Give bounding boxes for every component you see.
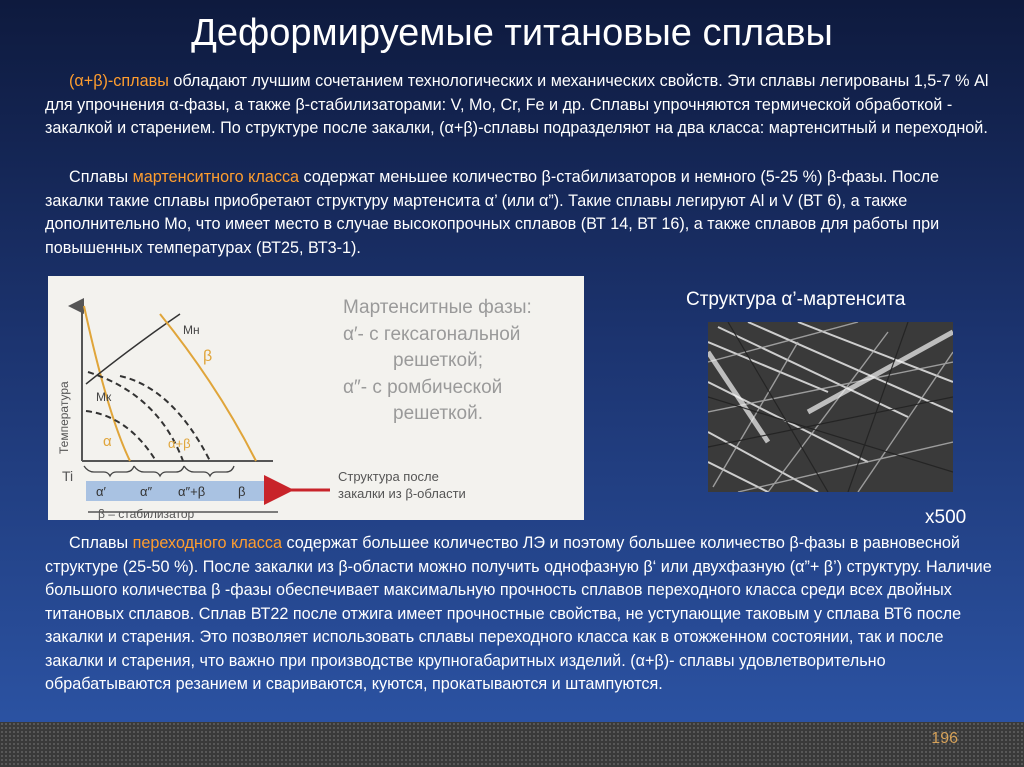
paragraph2-text: содержат меньшее количество β-стабилизаторов и немного (5-25 %) β-фазы. После закалки такие сплавы приобретают структуру мартенсита α’ (или α”). Такие сплавы легируют Al и V (ВТ 6), а также дополнительно Mo, что имеет место в случае высокопрочных сплавов (ВТ 14, ВТ 16), а также сплавов для работы при повышенных температурах (ВТ25, ВТ3-1). [45,168,940,257]
phase-label-2: α″ [140,484,153,499]
phase-label-4: β [238,484,246,499]
paragraph2-lead: Сплавы [69,168,133,186]
phase-diagram [48,276,584,520]
structure-caption: Структура α’-мартенсита [686,289,906,310]
magnification-label: x500 [925,507,967,528]
phase-diagram-svg [48,276,584,520]
phase-label-3: α″+β [178,484,206,499]
legend-line-3: α″- с ромбической [343,377,503,398]
label-alpha-beta: α+β [168,436,191,451]
highlight-alpha-beta: (α+β)-сплавы [69,72,169,90]
ms-curve-upper [120,376,210,461]
label-beta: β [203,348,213,365]
paragraph-martensitic-class [45,166,995,260]
legend-line-2: решеткой; [393,350,483,371]
legend-line-4: решеткой. [393,403,483,424]
origin-label-ti: Ti [62,468,74,484]
mn-line [86,314,180,384]
highlight-transition-class: переходного класса [132,534,282,552]
label-alpha: α [103,433,112,450]
legend-line-1: α′- с гексагональной [343,324,521,345]
highlight-martensitic-class: мартенситного класса [132,168,300,186]
paragraph3-text: содержат большее количество ЛЭ и поэтому большее количество β-фазы в равновесной структуре (25-50 %). После закалки из β-области можно получить однофазную β‘ или двухфазную (α”+ β’) структуру. Наличие большого количества β -фазы обеспечивает максимальную прочность сплавов переходного класса среди всех двойных титановых сплавов. Сплав ВТ22 после отжига имеет прочностные свойства, не уступающие таковым у сплава ВТ6 после закалки и старения. Это позволяет использовать сплавы переходного класса как в отожженном состоянии, так и после закалки и старения, что важно при производстве крупногабаритных изделий. (α+β)- сплавы удовлетворительно обрабатываются резанием и свариваются, куются, прокатываются и штампуются. [45,534,992,693]
page-number: 196 [931,730,958,747]
callout-line-2: закалки из β-области [338,486,466,501]
slide-title: Деформируемые титановые сплавы [191,12,833,54]
martensite-micrograph [708,322,953,492]
paragraph-alpha-beta-alloys [45,70,995,141]
mk-dashed-curve [86,411,156,461]
legend-title: Мартенситные фазы: [343,297,532,318]
paragraph-transition-class [45,532,995,697]
callout-line-1: Структура после [338,469,439,484]
y-axis-label: Температура [57,381,71,454]
phase-label-1: α′ [96,484,106,499]
label-mn: Mн [183,323,200,337]
footer-band [0,722,1024,767]
brace-marks [84,466,234,476]
x-axis-label: β – стабилизатор [98,507,195,520]
paragraph1-text: обладают лучшим сочетанием технологических и механических свойств. Эти сплавы легированы 1,5-7 % Al для упрочнения α-фазы, а также β-стабилизаторами: V, Mo, Cr, Fe и др. Сплавы упрочняются термической обработкой - закалкой и старением. По структуре после закалки, (α+β)-сплавы подразделяют на два класса: мартенситный и переходной. [45,72,989,137]
label-mk: Mк [96,390,112,404]
paragraph3-lead: Сплавы [69,534,133,552]
